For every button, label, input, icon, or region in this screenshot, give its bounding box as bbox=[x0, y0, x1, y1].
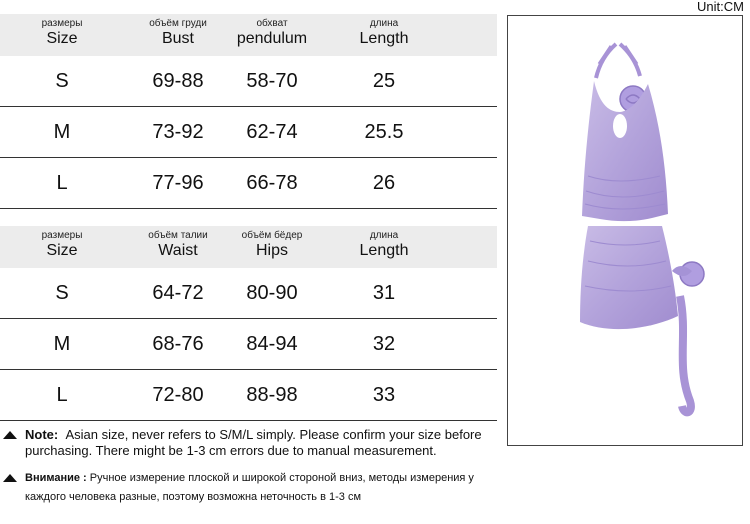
note-label: Note: bbox=[25, 427, 59, 442]
product-photo bbox=[507, 15, 743, 446]
table-row: S 64-72 80-90 31 bbox=[0, 268, 497, 319]
header-length: длина Length bbox=[359, 230, 409, 259]
header-bust: объём груди Bust bbox=[149, 18, 207, 47]
note-russian bbox=[3, 469, 508, 507]
table-header bbox=[0, 14, 497, 56]
triangle-up-icon bbox=[3, 474, 17, 482]
header-hips: объём бёдер Hips bbox=[241, 230, 303, 259]
bottom-size-table bbox=[0, 226, 497, 421]
table-row: L 72-80 88-98 33 bbox=[0, 370, 497, 421]
table-row: M 68-76 84-94 32 bbox=[0, 319, 497, 370]
lavender-halter-skirt-set-image bbox=[508, 16, 742, 445]
table-row: S 69-88 58-70 25 bbox=[0, 56, 497, 107]
top-size-table bbox=[0, 14, 497, 209]
header-length: длина Length bbox=[359, 18, 409, 47]
header-pendulum: обхват pendulum bbox=[236, 18, 308, 47]
note-text: Asian size, never refers to S/M/L simply. Please confirm your size before purchasing. There might be 1-3 cm errors due to manual measurement. bbox=[25, 427, 482, 458]
table-header bbox=[0, 226, 497, 268]
header-size: размеры Size bbox=[41, 230, 83, 259]
triangle-up-icon bbox=[3, 431, 17, 439]
table-row: L 77-96 66-78 26 bbox=[0, 158, 497, 209]
table-row: M 73-92 62-74 25.5 bbox=[0, 107, 497, 158]
note-label: Внимание : bbox=[25, 472, 87, 484]
header-waist: объём талии Waist bbox=[148, 230, 208, 259]
note-english bbox=[3, 427, 508, 459]
unit-label: Unit:CM bbox=[697, 0, 744, 14]
note-text: Ручное измерение плоской и широкой стороной вниз, методы измерения у каждого человека разные, поэтому возможна неточность в 1-3 см bbox=[25, 472, 474, 503]
header-size: размеры Size bbox=[41, 18, 83, 47]
